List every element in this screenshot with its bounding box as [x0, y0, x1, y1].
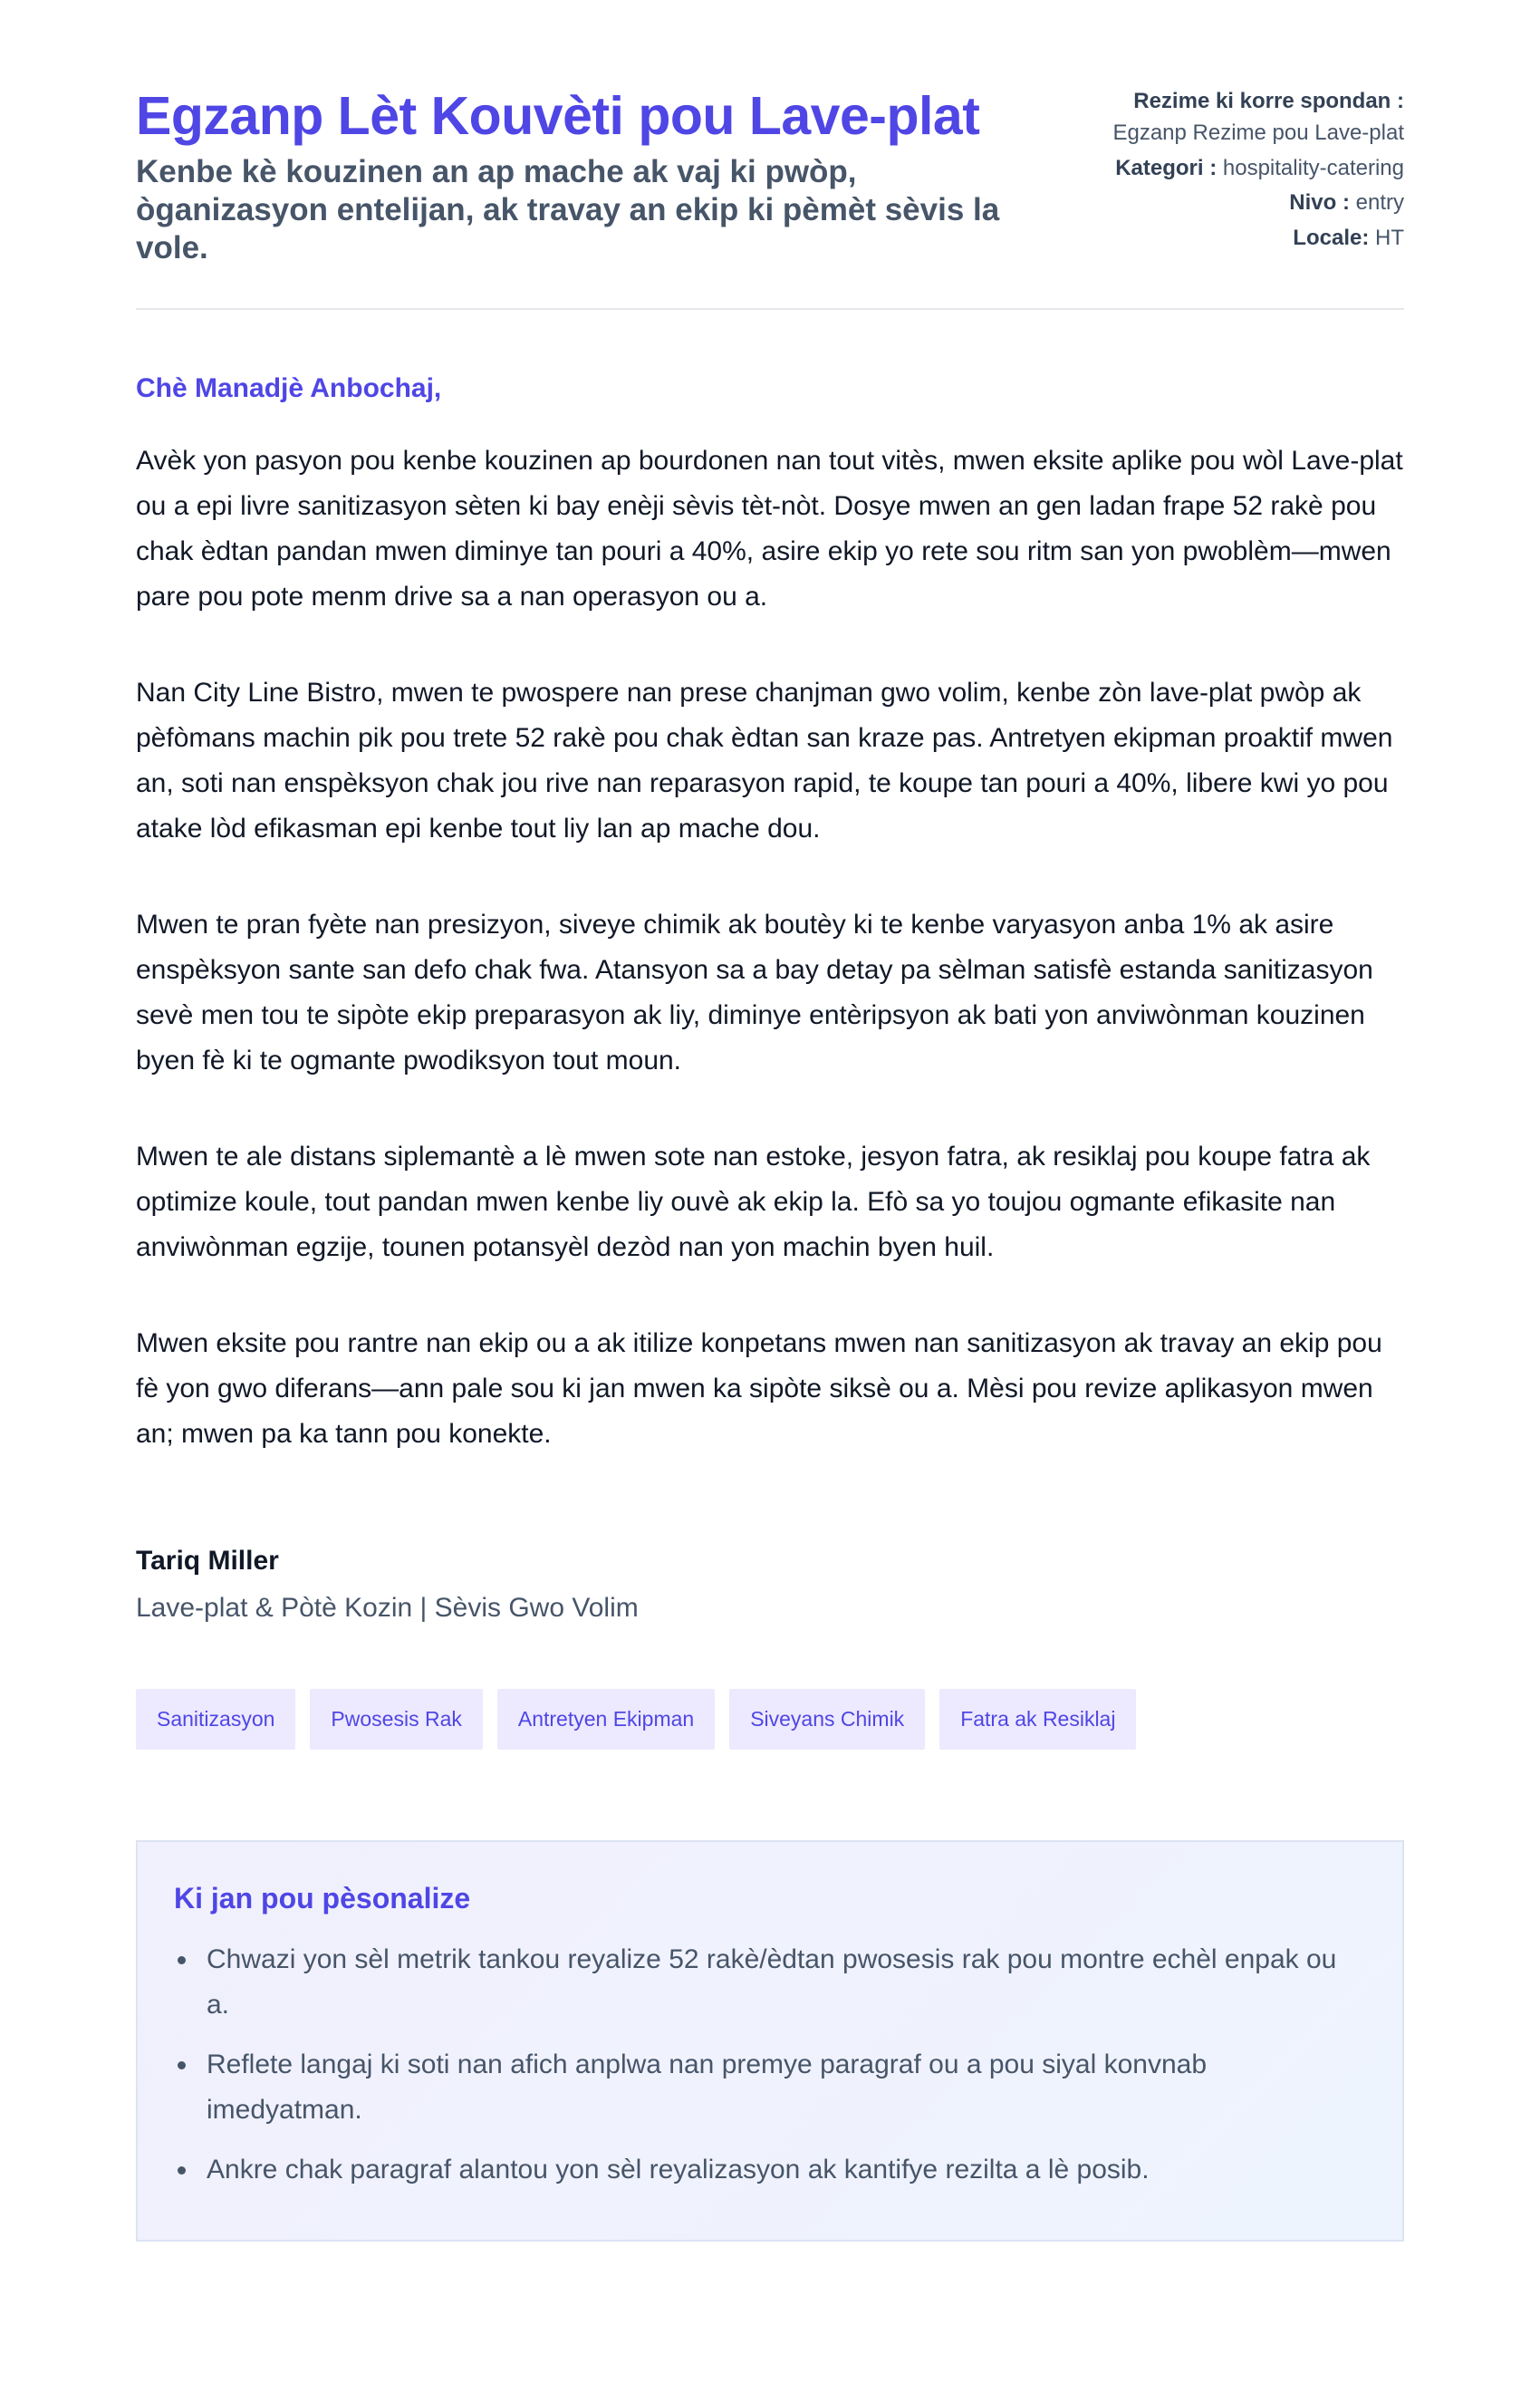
meta-level [1032, 188, 1404, 219]
skill-tag: Fatra ak Resiklaj [939, 1689, 1136, 1750]
letter-paragraph: Mwen te pran fyète nan presizyon, siveye chimik ak boutèy ki te kenbe varyasyon anba 1% ak asire enspèksyon sante san defo chak fwa. Atansyon sa a bay detay pa sèlman satisfè estanda sanitizasyon sevè men tou te sipòte ekip preparasyon ak liy, diminye entèripsyon ak bati yon anviwònman kouzinen byen fè ki te ogmante pwodiksyon tout moun. [136, 910, 1373, 1076]
tips-list-item: Ankre chak paragraf alantou yon sèl reyalizasyon ak kantifye rezilta a lè posib. [207, 2147, 1366, 2193]
salutation: Chè Manadjè Anbochaj, [136, 373, 442, 404]
meta-locale-label: Locale: [1293, 226, 1370, 251]
page-title: Egzanp Lèt Kouvèti pou Lave-plat [136, 86, 980, 146]
letter-paragraph: Nan City Line Bistro, mwen te pwospere nan prese chanjman gwo volim, kenbe zòn lave-plat pwòp ak pèfòmans machin pik pou trete 52 rakè pou chak èdtan san kraze pas. Antretyen ekipman proaktif mwen an, soti nan enspèksyon chak jou rive nan reparasyon rapid, te koupe tan pouri a 40%, libere kwi yo pou atake lòd efikasman epi kenbe tout liy lan ap mache dou. [136, 678, 1393, 844]
skill-tag: Pwosesis Rak [310, 1689, 482, 1750]
signature-block [136, 1546, 1404, 1624]
letter-paragraph: Mwen te ale distans siplemantè a lè mwen sote nan estoke, jesyon fatra, ak resiklaj pou koupe fatra ak optimize koule, tout pandan mwen kenbe liy ouvè ak ekip la. Efò sa yo toujou ogmante efikasite nan anviwònman egzije, tounen potansyèl dezòd nan yon machin byen huil. [136, 1142, 1371, 1263]
signature-name: Tariq Miller [136, 1546, 279, 1577]
skill-tag: Sanitizasyon [136, 1689, 295, 1750]
meta-panel [1032, 86, 1404, 258]
skill-tag: Siveyans Chimik [729, 1689, 925, 1750]
tips-list-item: Reflete langaj ki soti nan afich anplwa nan premye paragraf ou a pou siyal konvnab imedyatman. [207, 2042, 1366, 2133]
meta-resume [1032, 86, 1404, 150]
page-subtitle: Kenbe kè kouzinen an ap mache ak vaj ki pwòp, òganizasyon entelijan, ak travay an ekip ki pèmèt sèvis la vole. [136, 154, 1000, 266]
letter-paragraph: Avèk yon pasyon pou kenbe kouzinen ap bourdonen nan tout vitès, mwen eksite aplike pou wòl Lave-plat ou a epi livre sanitizasyon sèten ki bay enèji sèvis tèt-nòt. Dosye mwen an gen ladan frape 52 rakè pou chak èdtan pandan mwen diminye tan pouri a 40%, asire ekip yo rete sou ritm san yon pwoblèm—mwen pare pou pote menm drive sa a nan operasyon ou a. [136, 446, 1403, 612]
meta-category-value: hospitality-catering [1222, 155, 1404, 180]
skill-tags [136, 1689, 1404, 1750]
letter-paragraph: Mwen eksite pou rantre nan ekip ou a ak itilize konpetans mwen nan sanitizasyon ak travay an ekip pou fè yon gwo diferans—ann pale sou ki jan mwen ka sipòte siksè ou a. Mèsi pou revize aplikasyon mwen an; mwen pa ka tann pou konekte. [136, 1328, 1382, 1450]
meta-resume-label: Rezime ki korre spondan : [1133, 89, 1404, 113]
meta-level-label: Nivo : [1289, 190, 1350, 216]
meta-category [1032, 153, 1404, 185]
meta-locale [1032, 223, 1404, 255]
letter-header [136, 0, 1404, 310]
skill-tag: Antretyen Ekipman [497, 1689, 715, 1750]
meta-level-value: entry [1355, 190, 1404, 216]
tips-title: Ki jan pou pèsonalize [174, 1882, 471, 1915]
customization-tips-box [136, 1840, 1404, 2242]
tips-list [174, 1937, 1366, 2193]
meta-locale-value: HT [1375, 226, 1404, 251]
letter-body [136, 439, 1404, 1457]
header-titles [136, 86, 1032, 267]
signature-role: Lave-plat & Pòtè Kozin | Sèvis Gwo Volim [136, 1593, 639, 1624]
meta-category-label: Kategori : [1115, 155, 1218, 180]
tips-list-item: Chwazi yon sèl metrik tankou reyalize 52 rakè/èdtan pwosesis rak pou montre echèl enpak ou a. [207, 1937, 1366, 2028]
meta-resume-link[interactable]: Egzanp Rezime pou Lave-plat [1112, 120, 1404, 145]
